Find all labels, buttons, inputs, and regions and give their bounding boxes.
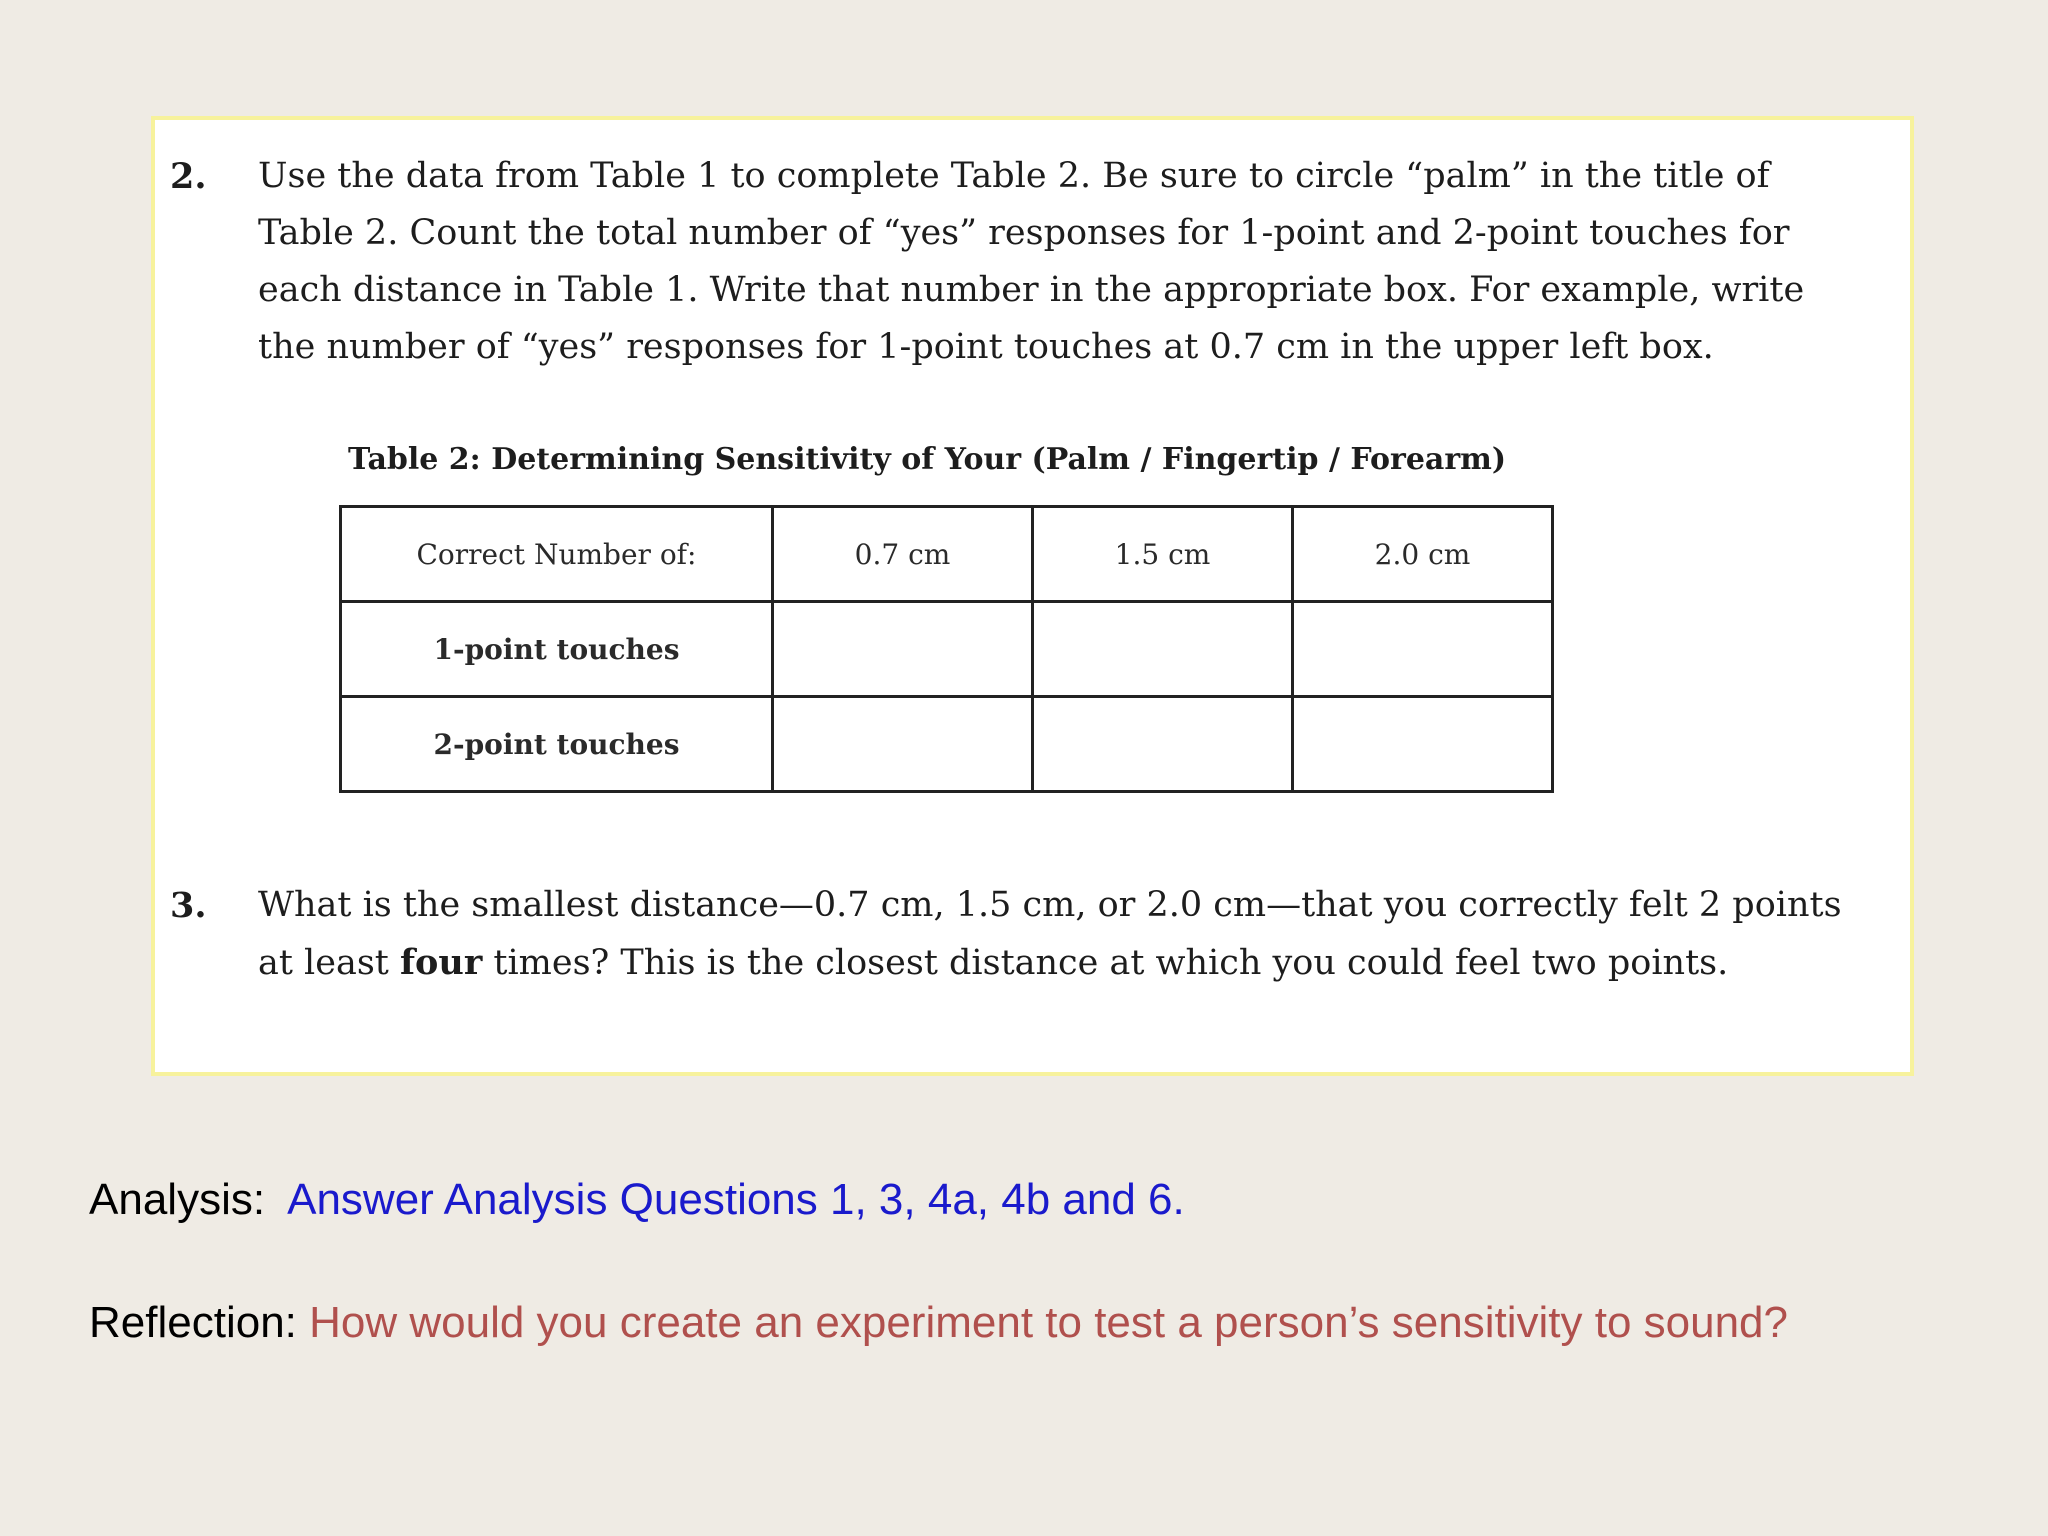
analysis-instructions: Answer Analysis Questions 1, 3, 4a, 4b and 6. — [287, 1175, 1185, 1224]
table-cell — [1293, 697, 1553, 792]
table-row — [341, 697, 1553, 792]
table-cell — [1033, 602, 1293, 697]
table-cell — [1033, 697, 1293, 792]
table-cell — [773, 602, 1033, 697]
question-3-emphasis: four — [399, 942, 483, 983]
question-2-text — [258, 148, 1804, 376]
question-3-line — [258, 934, 1842, 992]
question-3-line2-end: times? This is the closest distance at which you could feel two points. — [482, 943, 1729, 983]
question-3-line2-start: at least — [258, 943, 400, 983]
question-2-line: Use the data from Table 1 to complete Table 2. Be sure to circle “palm” in the title of — [258, 156, 1770, 196]
question-2-number: 2. — [170, 156, 207, 197]
table-header-row — [341, 507, 1553, 602]
reflection-question: How would you create an experiment to test a person’s sensitivity to sound? — [309, 1298, 1788, 1347]
table-row-label: 1-point touches — [341, 602, 773, 697]
table-row — [341, 602, 1553, 697]
question-3-text — [258, 877, 1842, 992]
table-row-label: 2-point touches — [341, 697, 773, 792]
analysis-label: Analysis: — [89, 1175, 288, 1224]
table-title: Table 2: Determining Sensitivity of Your (Palm / Fingertip / Forearm) — [348, 442, 1507, 477]
table-cell — [1293, 602, 1553, 697]
sensitivity-table — [339, 505, 1554, 793]
worksheet-image — [151, 116, 1914, 1076]
table-cell — [773, 697, 1033, 792]
reflection-caption — [89, 1298, 1788, 1348]
analysis-caption — [89, 1175, 1185, 1225]
table-header-distance: 0.7 cm — [773, 507, 1033, 602]
table-header-label: Correct Number of: — [341, 507, 773, 602]
question-2-line: the number of “yes” responses for 1-point touches at 0.7 cm in the upper left box. — [258, 327, 1714, 367]
reflection-label: Reflection: — [89, 1298, 310, 1347]
question-2-line: each distance in Table 1. Write that number in the appropriate box. For example, write — [258, 270, 1805, 310]
question-3-line: What is the smallest distance—0.7 cm, 1.5 cm, or 2.0 cm—that you correctly felt 2 points — [258, 885, 1842, 925]
question-2-line: Table 2. Count the total number of “yes” responses for 1-point and 2-point touches for — [258, 213, 1790, 253]
table-header-distance: 2.0 cm — [1293, 507, 1553, 602]
question-3-number: 3. — [170, 885, 207, 926]
table-header-distance: 1.5 cm — [1033, 507, 1293, 602]
